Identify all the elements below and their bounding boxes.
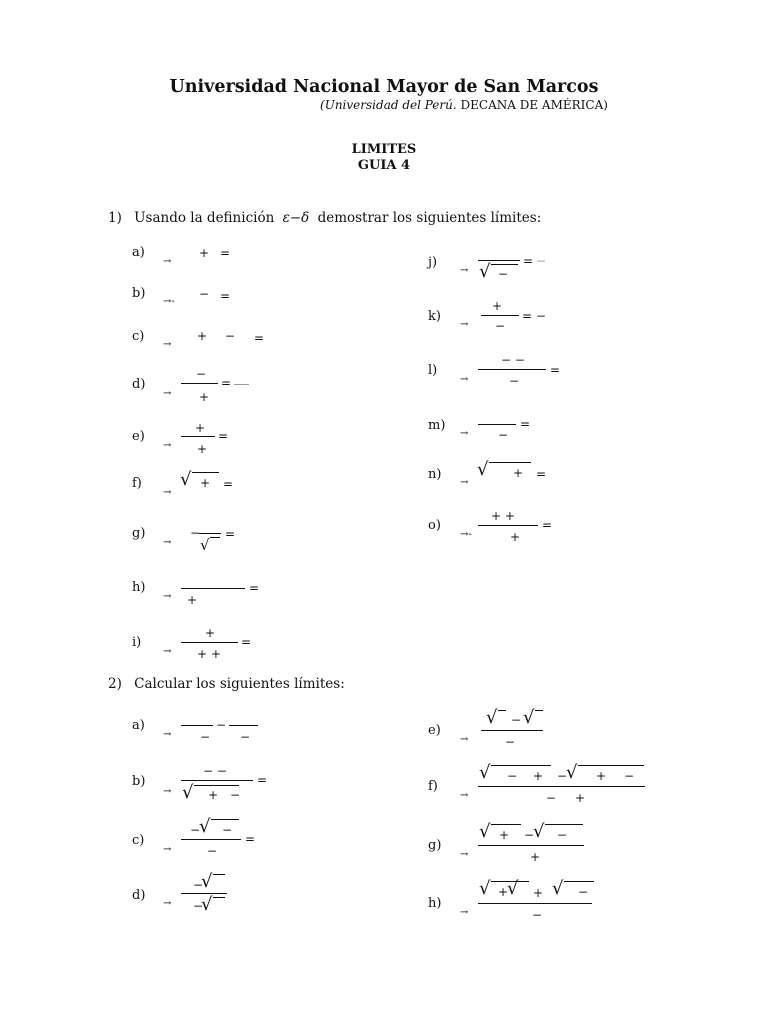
numerator-plus-plus: + + bbox=[491, 509, 515, 523]
item-label: g) bbox=[428, 838, 442, 853]
limit-arrow: → bbox=[163, 388, 172, 399]
minus-sign: − bbox=[498, 267, 509, 281]
limit-arrow: → bbox=[460, 790, 469, 801]
university-subtitle bbox=[0, 98, 768, 112]
sqrt-vinculum bbox=[192, 472, 219, 473]
item-label: a) bbox=[132, 245, 145, 260]
denominator-minus: − bbox=[193, 899, 204, 913]
item-label: i) bbox=[132, 635, 142, 650]
sqrt-vinculum bbox=[491, 264, 518, 265]
denominator-minus: − bbox=[240, 730, 251, 744]
numerator-plus: + bbox=[195, 421, 206, 435]
limit-arrow: → bbox=[163, 898, 172, 909]
equals-sign: = bbox=[220, 246, 231, 260]
sqrt-icon: √ bbox=[199, 816, 211, 837]
gray-minus: − bbox=[536, 254, 547, 268]
fraction-bar bbox=[181, 642, 238, 643]
sqrt-icon: √ bbox=[486, 707, 498, 728]
minus-sign: − bbox=[199, 287, 210, 301]
sqrt-icon: √ bbox=[533, 821, 545, 842]
sqrt-icon: √ bbox=[479, 878, 491, 899]
minus-sign: − bbox=[578, 885, 589, 899]
item-label: d) bbox=[132, 377, 146, 392]
equals-sign: = bbox=[249, 581, 260, 595]
sqrt-icon: √ bbox=[507, 878, 519, 899]
question-1-text-after: demostrar los siguientes límites: bbox=[317, 210, 542, 226]
minus-sign: − bbox=[216, 718, 227, 732]
item-label: h) bbox=[132, 580, 146, 595]
limit-arrow: → bbox=[163, 786, 172, 797]
limit-arrow: → bbox=[460, 477, 469, 488]
denominator-plus: + bbox=[575, 791, 586, 805]
limit-arrow: → bbox=[460, 907, 469, 918]
sqrt-icon: √ bbox=[479, 762, 491, 783]
denominator-minus: − bbox=[505, 735, 516, 749]
plus-sign: + bbox=[513, 466, 524, 480]
item-label: b) bbox=[132, 286, 146, 301]
equals-minus: = − bbox=[522, 309, 546, 323]
minus-sign: − bbox=[557, 769, 568, 783]
item-label: f) bbox=[428, 779, 438, 794]
equals-sign: = bbox=[225, 527, 236, 541]
fraction-bar bbox=[229, 725, 258, 726]
plus-sign: + bbox=[199, 246, 210, 260]
item-label: c) bbox=[132, 329, 145, 344]
minus-sign: − bbox=[557, 828, 568, 842]
limit-arrow: → bbox=[460, 319, 469, 330]
item-label: f) bbox=[132, 476, 142, 491]
fraction-bar bbox=[181, 436, 215, 437]
limit-arrow: → bbox=[460, 428, 469, 439]
fraction-bar bbox=[478, 369, 546, 370]
sqrt-vinculum bbox=[213, 897, 225, 898]
equals-sign: = bbox=[542, 518, 553, 532]
equals-sign: = bbox=[257, 773, 268, 787]
limit-arrow: → bbox=[163, 339, 172, 350]
sqrt-icon: √ bbox=[479, 821, 491, 842]
equals-sign: = bbox=[520, 417, 531, 431]
item-label: b) bbox=[132, 774, 146, 789]
denominator-plus: + bbox=[199, 390, 210, 404]
fraction-bar bbox=[478, 903, 592, 904]
equals-sign: = bbox=[221, 376, 232, 390]
limit-arrow: → bbox=[163, 256, 172, 267]
minus-sign: − bbox=[230, 788, 241, 802]
sqrt-vinculum bbox=[578, 765, 644, 766]
minus-sign: − bbox=[524, 828, 535, 842]
question-2-text: Calcular los siguientes límites: bbox=[134, 676, 345, 692]
fraction-bar bbox=[481, 730, 543, 731]
sqrt-vinculum bbox=[498, 710, 506, 711]
minus-sign: − bbox=[222, 823, 233, 837]
sqrt-icon: √ bbox=[182, 782, 194, 803]
fraction-bar bbox=[478, 786, 645, 787]
minus-sign: − bbox=[225, 329, 236, 343]
item-label: g) bbox=[132, 526, 146, 541]
limit-arrow: → bbox=[163, 844, 172, 855]
limit-arrow: → bbox=[163, 729, 172, 740]
denominator-plus: + bbox=[510, 530, 521, 544]
numerator-plus: + bbox=[492, 299, 503, 313]
sqrt-icon: √ bbox=[566, 762, 578, 783]
equals-sign: = bbox=[218, 429, 229, 443]
limit-arrow: → bbox=[163, 646, 172, 657]
item-label: l) bbox=[428, 363, 438, 378]
limit-arrow: → bbox=[163, 440, 172, 451]
guide-topic: LIMITES bbox=[351, 142, 417, 157]
sqrt-vinculum bbox=[564, 881, 594, 882]
denominator-minus: − bbox=[498, 428, 509, 442]
university-title: Universidad Nacional Mayor de San Marcos bbox=[169, 77, 599, 97]
sqrt-icon: √ bbox=[523, 707, 535, 728]
item-label: h) bbox=[428, 896, 442, 911]
limit-arrow: → bbox=[163, 537, 172, 548]
minus-sign: − bbox=[190, 526, 201, 540]
equals-sign: = bbox=[523, 254, 534, 268]
denominator-minus: − bbox=[546, 791, 557, 805]
plus-sign: + bbox=[208, 788, 219, 802]
minus-sign: − bbox=[624, 769, 635, 783]
sqrt-icon: √ bbox=[552, 878, 564, 899]
numerator-minus: − bbox=[193, 878, 204, 892]
sqrt-icon: √ bbox=[479, 261, 491, 282]
sqrt-icon: √ bbox=[200, 536, 210, 554]
fraction-bar bbox=[478, 424, 516, 425]
limit-arrow: →- bbox=[460, 529, 472, 540]
sqrt-icon: √ bbox=[477, 459, 489, 480]
fraction-bar bbox=[181, 780, 253, 781]
epsilon-delta: ε−δ bbox=[282, 210, 310, 226]
item-label: d) bbox=[132, 888, 146, 903]
numerator-minus: − bbox=[190, 823, 201, 837]
sqrt-vinculum bbox=[491, 824, 521, 825]
plus-sign: + bbox=[533, 886, 544, 900]
equals-sign: = bbox=[245, 832, 256, 846]
item-label: m) bbox=[428, 418, 446, 433]
subtitle-italic: (Universidad del Perú. bbox=[320, 98, 457, 112]
minus-sign: − bbox=[511, 713, 522, 727]
limit-arrow: → bbox=[460, 265, 469, 276]
sqrt-vinculum bbox=[491, 765, 551, 766]
denominator-minus: − bbox=[495, 319, 506, 333]
fraction-bar bbox=[199, 533, 221, 534]
question-2 bbox=[108, 676, 345, 692]
limit-arrow: → bbox=[163, 487, 172, 498]
denominator-plus: + bbox=[197, 442, 208, 456]
guide-number: GUIA 4 bbox=[357, 158, 411, 173]
subtitle-rest: DECANA DE AMÉRICA) bbox=[460, 98, 608, 112]
question-1-text-before: Usando la definición bbox=[134, 210, 275, 226]
sqrt-vinculum bbox=[211, 819, 239, 820]
gray-fraction-bar bbox=[234, 384, 249, 385]
sqrt-vinculum bbox=[213, 874, 225, 875]
item-label: j) bbox=[428, 255, 438, 270]
limit-arrow: → bbox=[460, 849, 469, 860]
sqrt-icon: √ bbox=[180, 469, 192, 490]
limit-arrow: → bbox=[460, 734, 469, 745]
equals-sign: = bbox=[223, 477, 234, 491]
plus-sign: + bbox=[533, 769, 544, 783]
limit-arrow: → bbox=[163, 591, 172, 602]
denominator-plus-plus: + + bbox=[197, 647, 221, 661]
plus-sign: + bbox=[200, 476, 211, 490]
fraction-bar bbox=[181, 588, 245, 589]
item-label: e) bbox=[132, 429, 145, 444]
denominator-minus: − bbox=[200, 730, 211, 744]
sqrt-vinculum bbox=[210, 537, 220, 538]
fraction-bar bbox=[478, 845, 584, 846]
numerator-minus: − bbox=[196, 367, 207, 381]
equals-sign: = bbox=[220, 289, 231, 303]
sqrt-vinculum bbox=[519, 881, 529, 882]
plus-sign: + bbox=[596, 769, 607, 783]
item-label: e) bbox=[428, 723, 441, 738]
equals-sign: = bbox=[536, 467, 547, 481]
fraction-bar bbox=[181, 839, 241, 840]
question-1-number: 1) bbox=[108, 210, 122, 226]
item-label: k) bbox=[428, 309, 441, 324]
numerator-plus: + bbox=[205, 626, 216, 640]
denominator-plus: + bbox=[530, 850, 541, 864]
limit-arrow: → bbox=[460, 374, 469, 385]
sqrt-vinculum bbox=[535, 710, 543, 711]
item-label: c) bbox=[132, 833, 145, 848]
denominator-minus: − bbox=[207, 844, 218, 858]
equals-sign: = bbox=[254, 331, 265, 345]
question-2-number: 2) bbox=[108, 676, 122, 692]
equals-sign: = bbox=[241, 635, 252, 649]
plus-sign: + bbox=[498, 885, 509, 899]
sqrt-vinculum bbox=[194, 785, 239, 786]
plus-sign: + bbox=[499, 828, 510, 842]
numerator-minus-minus: − − bbox=[501, 353, 525, 367]
denominator-plus: + bbox=[187, 593, 198, 607]
fraction-bar bbox=[181, 383, 218, 384]
item-label: n) bbox=[428, 467, 442, 482]
sqrt-icon: √ bbox=[201, 871, 213, 892]
sqrt-icon: √ bbox=[201, 894, 213, 915]
item-label: a) bbox=[132, 718, 145, 733]
minus-sign: − bbox=[507, 769, 518, 783]
sqrt-vinculum bbox=[489, 462, 531, 463]
item-label: o) bbox=[428, 518, 441, 533]
equals-sign: = bbox=[550, 363, 561, 377]
question-1 bbox=[108, 210, 541, 226]
fraction-bar bbox=[478, 525, 538, 526]
numerator-minus-minus: − − bbox=[203, 764, 227, 778]
plus-sign: + bbox=[197, 329, 208, 343]
denominator-minus: − bbox=[509, 374, 520, 388]
fraction-bar bbox=[481, 315, 519, 316]
denominator-minus: − bbox=[532, 908, 543, 922]
sqrt-vinculum bbox=[545, 824, 583, 825]
fraction-bar bbox=[181, 725, 213, 726]
limit-arrow: →- bbox=[163, 296, 175, 307]
